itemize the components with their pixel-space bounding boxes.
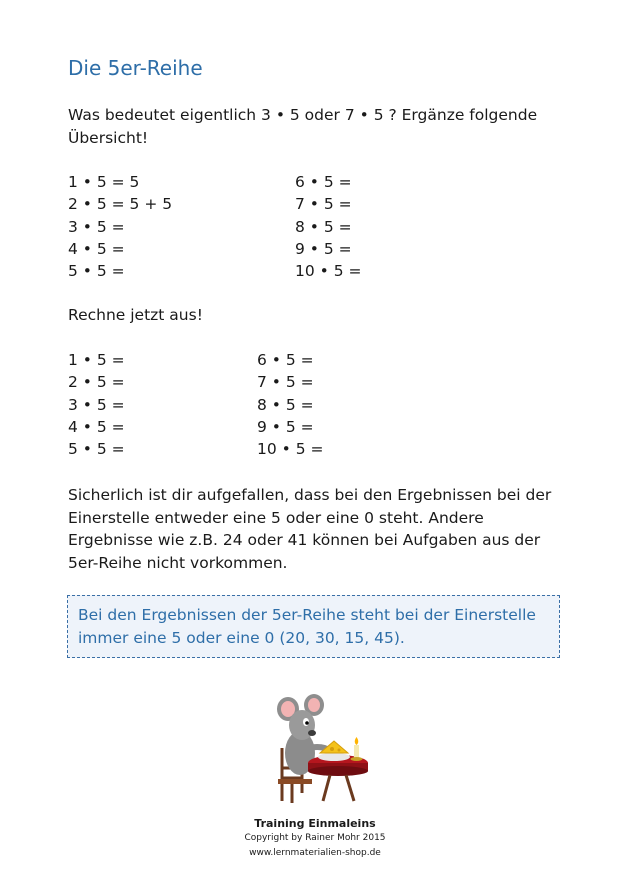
footer-title: Training Einmaleins [254,817,376,830]
table2-row: 7 • 5 = [257,373,314,392]
page-title: Die 5er-Reihe [68,56,203,80]
table1-row: 10 • 5 = [295,262,362,281]
rule-box: Bei den Ergebnissen der 5er-Reihe steht bei der Einerstelle immer eine 5 oder eine 0 (20, 30, 15, 45). [67,595,560,658]
table2-row: 5 • 5 = [68,440,125,459]
table2-row: 2 • 5 = [68,373,125,392]
table2-row: 8 • 5 = [257,395,314,414]
table1-row: 1 • 5 = 5 [68,173,140,191]
instruction-text: Rechne jetzt aus! [68,306,203,324]
table2-row: 6 • 5 = [257,351,314,369]
table1-row: 7 • 5 = [295,195,352,214]
explanation-paragraph: Sicherlich ist dir aufgefallen, dass bei den Ergebnissen bei der Einerstelle entweder eine 5 oder eine 0 steht. Andere Ergebnisse wie z.B. 24 oder 41 können bei Aufgaben aus der 5er-Reihe nicht vorkommen. [68,486,552,572]
table1-row: 3 • 5 = [68,217,125,236]
table2-row: 10 • 5 = [257,440,324,459]
table1-row: 9 • 5 = [295,239,352,258]
table2-row: 9 • 5 = [257,417,314,436]
table2-row: 3 • 5 = [68,395,125,414]
mouse-eating-cheese-icon [268,693,374,805]
table1-row: 6 • 5 = [295,173,352,191]
table1-row: 8 • 5 = [295,217,352,236]
table2-row: 4 • 5 = [68,417,125,436]
table2-left-column [68,349,125,460]
table1-row: 2 • 5 = 5 + 5 [68,195,173,214]
table1-row: 4 • 5 = [68,239,125,258]
table1-left-column [68,171,172,282]
footer-copyright: Copyright by Rainer Mohr 2015 [244,833,386,843]
table2-right-column [257,349,324,460]
table1-right-column [295,171,362,282]
table1-row: 5 • 5 = [68,262,125,281]
table2-row: 1 • 5 = [68,351,125,369]
footer-website: www.lernmaterialien-shop.de [249,848,381,858]
intro-text: Was bedeutet eigentlich 3 • 5 oder 7 • 5 ? Ergänze folgende Übersicht! [68,106,538,147]
